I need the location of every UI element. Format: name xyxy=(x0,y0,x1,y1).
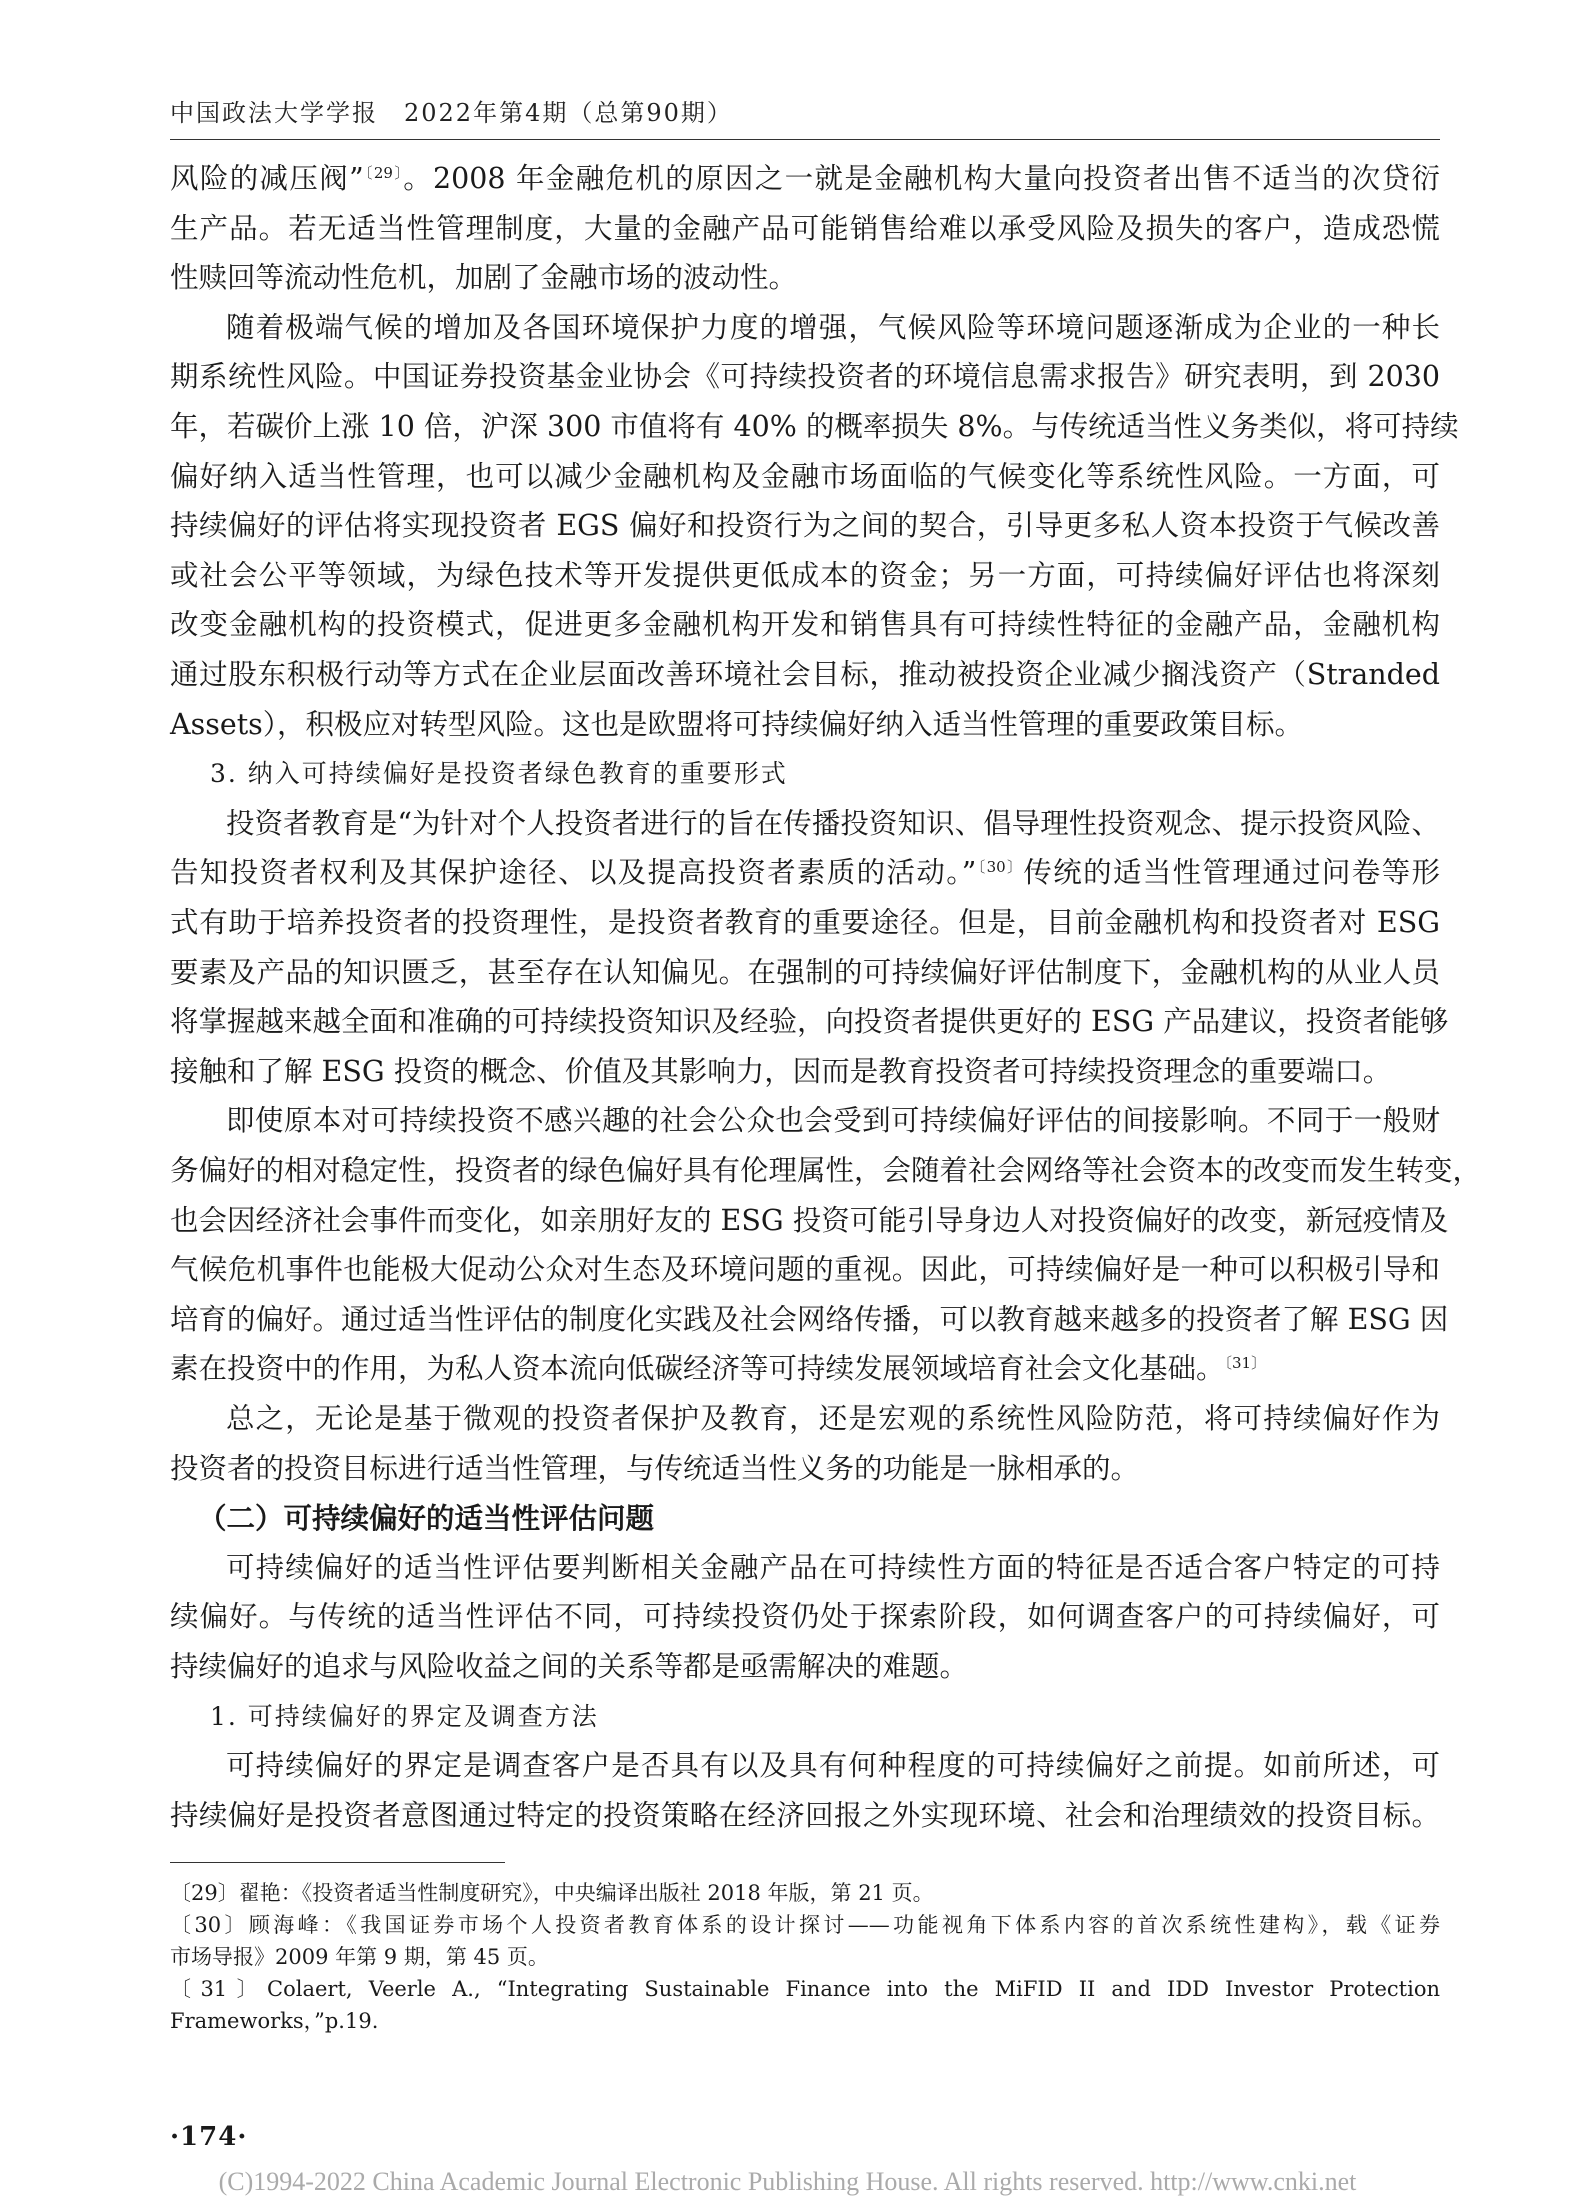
text-line: 年，若碳价上涨 10 倍，沪深 300 市值将有 40% 的概率损失 8%。与传统适当性义务类似，将可持续 xyxy=(170,410,1459,443)
text-line: 期系统性风险。中国证券投资基金业协会《可持续投资者的环境信息需求报告》研究表明，到 2030 xyxy=(170,360,1440,393)
text-line: 3. 纳入可持续偏好是投资者绿色教育的重要形式 xyxy=(210,759,788,788)
text-line: 即使原本对可持续投资不感兴趣的社会公众也会受到可持续偏好评估的间接影响。不同于一般财 xyxy=(226,1104,1440,1137)
text-line: 告知投资者权利及其保护途径、以及提高投资者素质的活动。”$^{〔30〕}$传统的适当性管理通过问卷等形 xyxy=(170,856,1440,889)
footnote-line: Frameworks，”p.19. xyxy=(170,2009,379,2033)
footnote-rule xyxy=(170,1862,505,1863)
page-number: ·174· xyxy=(170,2122,248,2152)
copyright-notice: (C)1994-2022 China Academic Journal Electronic Publishing House. All rights reserved. http://www.cnki.net xyxy=(218,2167,1357,2196)
text-line: 要素及产品的知识匮乏，甚至存在认知偏见。在强制的可持续偏好评估制度下，金融机构的从业人员 xyxy=(170,956,1440,989)
text-line: 持续偏好的追求与风险收益之间的关系等都是亟需解决的难题。 xyxy=(170,1650,969,1683)
text-line: 将掌握越来越全面和准确的可持续投资知识及经验，向投资者提供更好的 ESG 产品建议，投资者能够 xyxy=(170,1005,1449,1038)
text-line: 务偏好的相对稳定性，投资者的绿色偏好具有伦理属性，会随着社会网络等社会资本的改变而发生转变， xyxy=(170,1154,1482,1187)
text-line: 气候危机事件也能极大促动公众对生态及环境问题的重视。因此，可持续偏好是一种可以积极引导和 xyxy=(170,1253,1440,1286)
running-header: 中国政法大学学报 2022年第4期（总第90期） xyxy=(170,99,733,127)
text-line: 通过股东积极行动等方式在企业层面改善环境社会目标，推动被投资企业减少搁浅资产（Stranded xyxy=(170,658,1440,691)
text-line: 可持续偏好的界定是调查客户是否具有以及具有何种程度的可持续偏好之前提。如前所述，可 xyxy=(226,1749,1440,1782)
text-line: 素在投资中的作用，为私人资本流向低碳经济等可持续发展领域培育社会文化基础。$^{〔31〕}$ xyxy=(170,1352,1267,1385)
citation-marker: 〔30〕 xyxy=(976,858,1024,876)
text-line: 1. 可持续偏好的界定及调查方法 xyxy=(210,1702,599,1731)
footnote-line: 〔30〕顾海峰：《我国证券市场个人投资者教育体系的设计探讨——功能视角下体系内容的首次系统性建构》，载《证券 xyxy=(170,1913,1440,1937)
text-line: 或社会公平等领域，为绿色技术等开发提供更低成本的资金；另一方面，可持续偏好评估也将深刻 xyxy=(170,559,1440,592)
header-rule xyxy=(170,139,1440,140)
text-line: 偏好纳入适当性管理，也可以减少金融机构及金融市场面临的气候变化等系统性风险。一方面，可 xyxy=(170,460,1440,493)
text-line: 式有助于培养投资者的投资理性，是投资者教育的重要途径。但是，目前金融机构和投资者对 ESG xyxy=(170,906,1440,939)
text-line: 接触和了解 ESG 投资的概念、价值及其影响力，因而是教育投资者可持续投资理念的重要端口。 xyxy=(170,1055,1392,1088)
text-line: 性赎回等流动性危机，加剧了金融市场的波动性。 xyxy=(170,261,798,294)
text-line: 培育的偏好。通过适当性评估的制度化实践及社会网络传播，可以教育越来越多的投资者了解 ESG 因 xyxy=(170,1303,1449,1336)
text-line: 风险的减压阀”$^{〔29〕}$。2008 年金融危机的原因之一就是金融机构大量向投资者出售不适当的次贷衍 xyxy=(170,162,1441,195)
text-line: （二）可持续偏好的适当性评估问题 xyxy=(198,1501,655,1535)
text-line: 持续偏好的评估将实现投资者 EGS 偏好和投资行为之间的契合，引导更多私人资本投资于气候改善 xyxy=(170,509,1440,542)
citation-marker: 〔31〕 xyxy=(1224,1354,1267,1372)
text-line: 持续偏好是投资者意图通过特定的投资策略在经济回报之外实现环境、社会和治理绩效的投资目标。 xyxy=(170,1799,1440,1832)
text-line: Assets），积极应对转型风险。这也是欧盟将可持续偏好纳入适当性管理的重要政策目标。 xyxy=(170,708,1304,741)
text-line: 生产品。若无适当性管理制度，大量的金融产品可能销售给难以承受风险及损失的客户，造成恐慌 xyxy=(170,212,1440,245)
footnote-line: 〔29〕翟艳：《投资者适当性制度研究》，中央编译出版社 2018 年版，第 21 页。 xyxy=(170,1881,934,1905)
text-line: 也会因经济社会事件而变化，如亲朋好友的 ESG 投资可能引导身边人对投资偏好的改变，新冠疫情及 xyxy=(170,1204,1449,1237)
text-line: 总之，无论是基于微观的投资者保护及教育，还是宏观的系统性风险防范，将可持续偏好作为 xyxy=(226,1402,1440,1435)
footnote-line: 市场导报》2009 年第 9 期，第 45 页。 xyxy=(170,1945,549,1969)
text-line: 改变金融机构的投资模式，促进更多金融机构开发和销售具有可持续性特征的金融产品，金融机构 xyxy=(170,608,1440,641)
text-line: 可持续偏好的适当性评估要判断相关金融产品在可持续性方面的特征是否适合客户特定的可持 xyxy=(226,1551,1440,1584)
text-line: 投资者的投资目标进行适当性管理，与传统适当性义务的功能是一脉相承的。 xyxy=(170,1452,1140,1485)
footnote-line: 〔31〕Colaert, Veerle A., “Integrating Sustainable Finance into the MiFID II and IDD Investor Protection xyxy=(170,1977,1440,2001)
text-line: 投资者教育是“为针对个人投资者进行的旨在传播投资知识、倡导理性投资观念、提示投资风险、 xyxy=(226,807,1440,840)
citation-marker: 〔29〕 xyxy=(363,164,404,182)
text-line: 续偏好。与传统的适当性评估不同，可持续投资仍处于探索阶段，如何调查客户的可持续偏好，可 xyxy=(170,1600,1440,1633)
text-line: 随着极端气候的增加及各国环境保护力度的增强，气候风险等环境问题逐渐成为企业的一种长 xyxy=(226,311,1440,344)
